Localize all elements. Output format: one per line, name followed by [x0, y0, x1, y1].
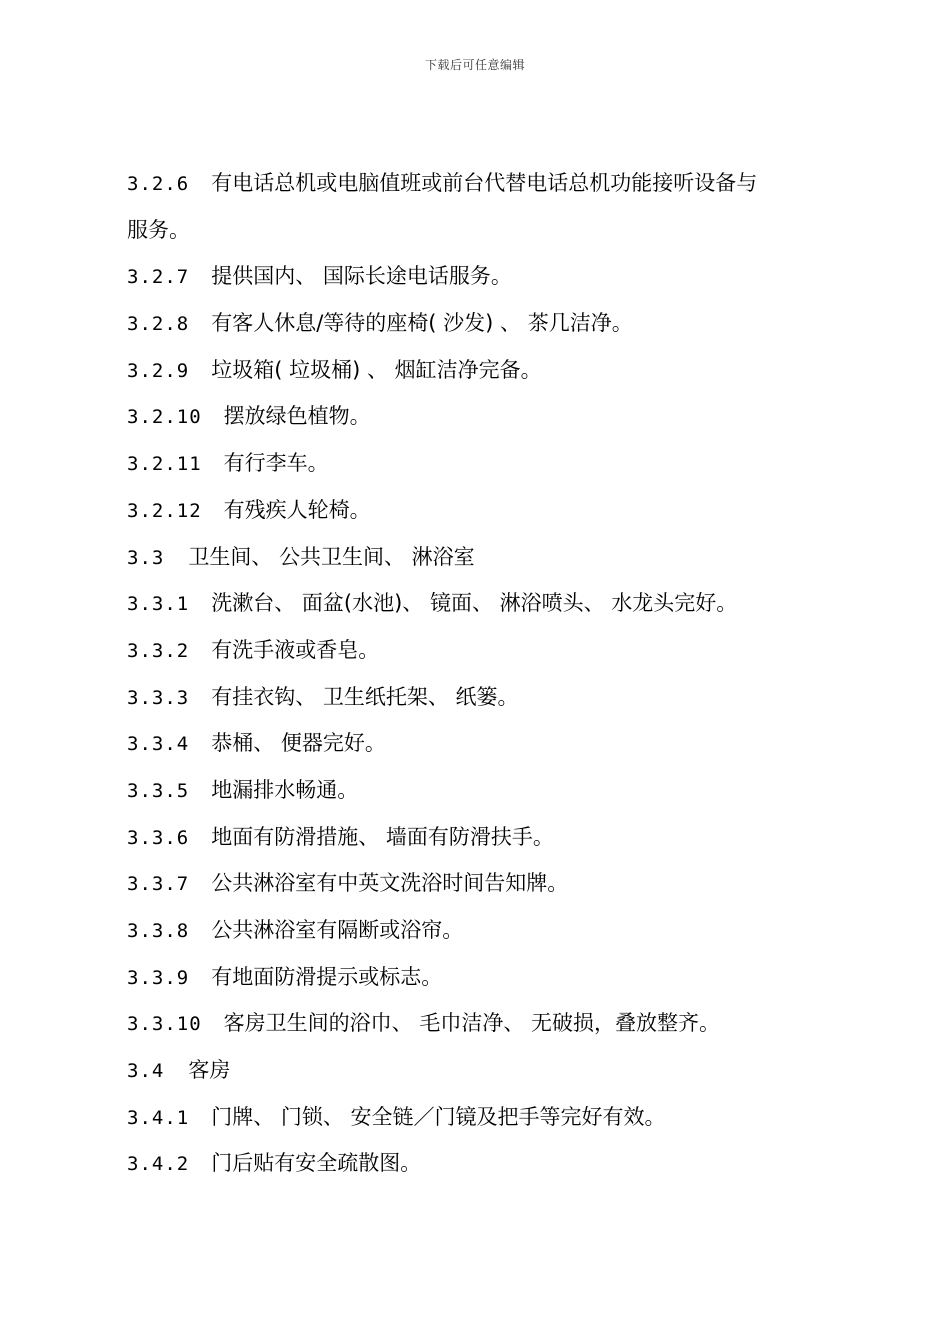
item-number: 3.2.12	[127, 499, 202, 522]
item-number: 3.3.6	[127, 826, 190, 849]
item-number: 3.4	[127, 1060, 165, 1083]
list-item	[127, 907, 837, 954]
item-text: 客房卫生间的浴巾、 毛巾洁净、 无破损，叠放整齐。	[223, 1011, 720, 1036]
item-number: 3.2.8	[127, 313, 190, 336]
list-item	[127, 627, 837, 674]
item-text: 服务。	[127, 217, 190, 242]
item-text: 公共淋浴室有中英文洗浴时间告知牌。	[211, 871, 569, 896]
item-number: 3.2.9	[127, 359, 190, 382]
item-text: 垃圾箱( 垃圾桶) 、 烟缸洁净完备。	[211, 357, 542, 382]
item-text: 卫生间、 公共卫生间、 淋浴室	[188, 544, 475, 569]
item-text: 有洗手液或香皂。	[211, 637, 380, 662]
list-item	[127, 1140, 837, 1187]
item-text: 有客人休息/等待的座椅( 沙发) 、 茶几洁净。	[211, 311, 633, 336]
list-item	[127, 954, 837, 1001]
item-text: 摆放绿色植物。	[223, 404, 371, 429]
list-item	[127, 1094, 837, 1141]
item-text: 有行李车。	[223, 451, 329, 476]
item-text: 提供国内、 国际长途电话服务。	[211, 264, 512, 289]
list-item	[127, 253, 837, 300]
list-item	[127, 487, 837, 534]
list-item	[127, 860, 837, 907]
list-item	[127, 440, 837, 487]
item-number: 3.3.10	[127, 1013, 202, 1036]
page-header: 下载后可任意编辑	[424, 58, 525, 72]
list-item	[127, 580, 837, 627]
item-number: 3.3.8	[127, 920, 190, 942]
item-number: 3.4.2	[127, 1153, 190, 1176]
list-item	[127, 300, 837, 347]
item-text: 有地面防滑提示或标志。	[211, 964, 443, 989]
list-item	[127, 767, 837, 814]
item-number: 3.3.4	[127, 733, 190, 756]
item-text: 有挂衣钩、 卫生纸托架、 纸篓。	[211, 684, 519, 709]
item-text: 有电话总机或电脑值班或前台代替电话总机功能接听设备与	[211, 171, 758, 195]
item-number: 3.3.1	[127, 593, 190, 616]
item-text: 客房	[188, 1058, 231, 1083]
list-item	[127, 1000, 837, 1047]
item-number: 3.3.7	[127, 873, 190, 896]
item-text: 门后贴有安全疏散图。	[211, 1151, 422, 1176]
item-text: 门牌、 门锁、 安全链／门镜及把手等完好有效。	[211, 1104, 666, 1129]
list-item	[127, 393, 837, 440]
item-number: 3.3.5	[127, 779, 190, 802]
item-number: 3.3	[127, 546, 165, 569]
document-body	[127, 160, 837, 1187]
list-item	[127, 720, 837, 767]
list-item-continuation	[127, 207, 837, 254]
item-text: 地漏排水畅通。	[211, 777, 359, 802]
item-number: 3.3.3	[127, 686, 190, 709]
item-number: 3.2.10	[127, 406, 202, 429]
section-heading	[127, 534, 837, 581]
item-text: 恭桶、 便器完好。	[211, 731, 386, 756]
item-number: 3.4.1	[127, 1106, 190, 1129]
list-item	[127, 814, 837, 861]
section-heading	[127, 1047, 837, 1094]
item-number: 3.3.9	[127, 966, 190, 989]
item-text: 洗漱台、 面盆(水池)、 镜面、 淋浴喷头、 水龙头完好。	[211, 591, 738, 616]
list-item	[127, 674, 837, 721]
item-text: 公共淋浴室有隔断或浴帘。	[211, 918, 464, 942]
item-number: 3.2.11	[127, 453, 202, 476]
item-text: 有残疾人轮椅。	[223, 497, 371, 522]
item-number: 3.2.6	[127, 173, 190, 195]
list-item	[127, 160, 837, 207]
list-item	[127, 347, 837, 394]
item-number: 3.3.2	[127, 639, 190, 662]
item-number: 3.2.7	[127, 266, 190, 289]
item-text: 地面有防滑措施、 墙面有防滑扶手。	[211, 824, 554, 849]
